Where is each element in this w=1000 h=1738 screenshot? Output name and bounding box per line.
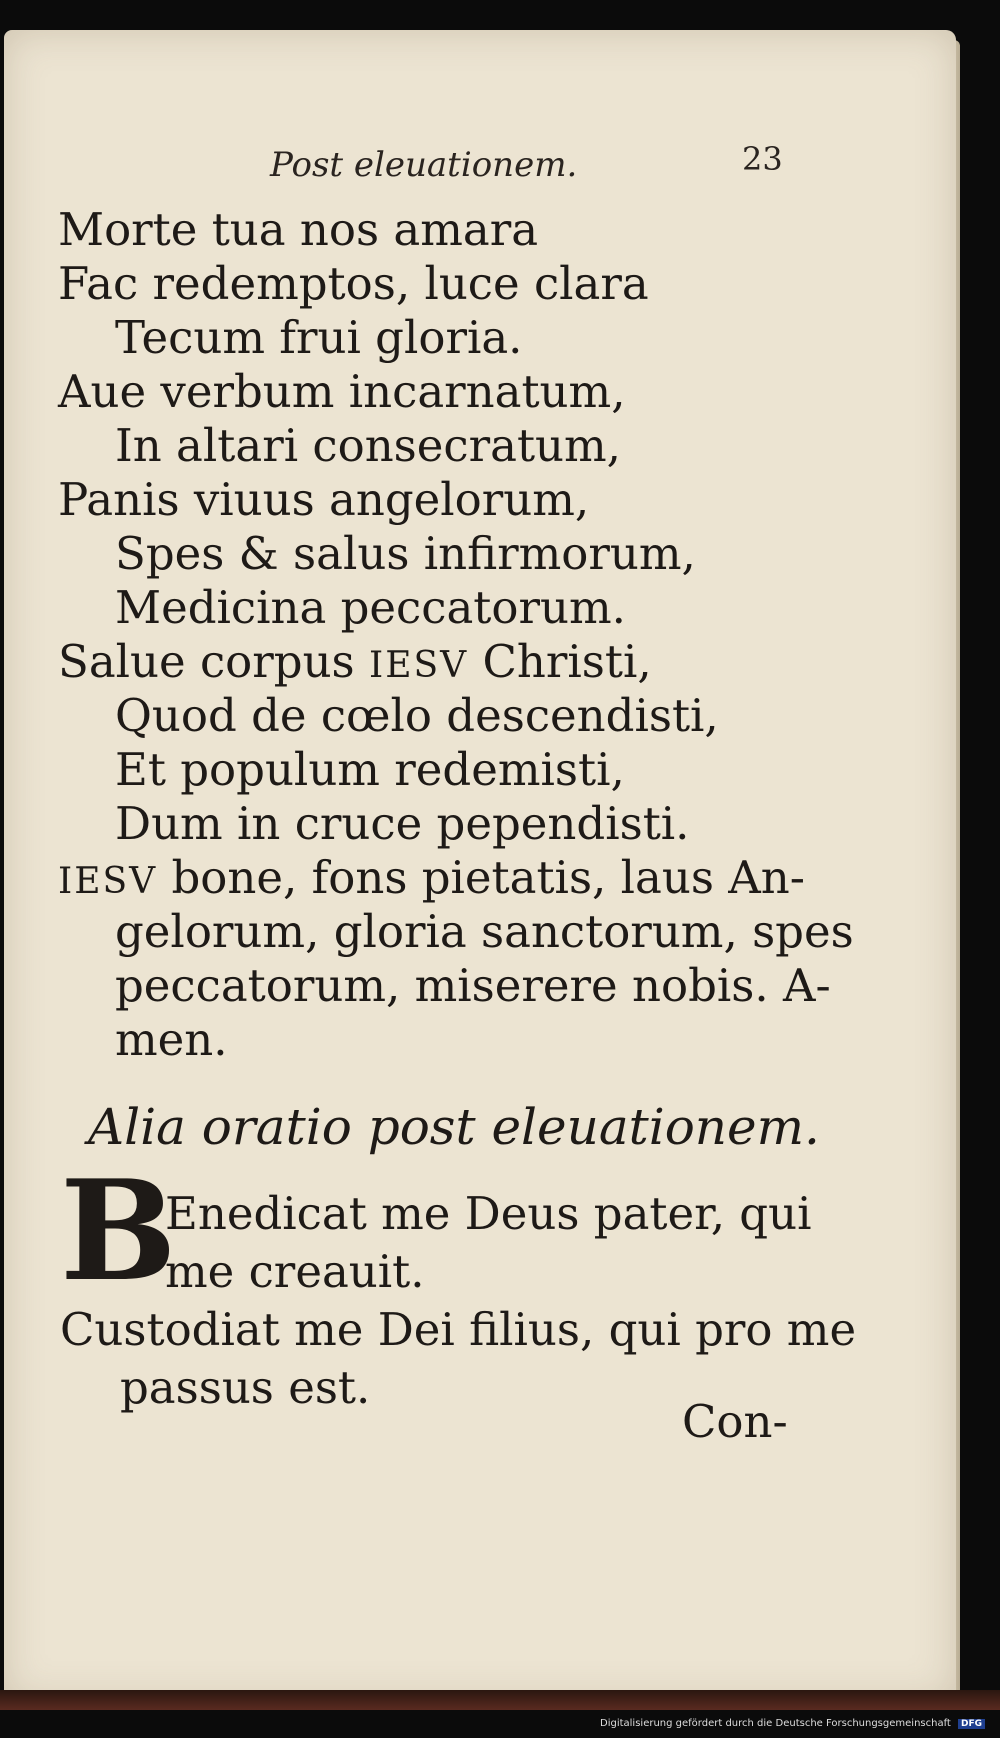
text-line bbox=[58, 635, 818, 689]
line-text: Salue corpus bbox=[58, 635, 369, 688]
line-text: Quod de cœlo descendisti, bbox=[115, 689, 719, 742]
section-heading: Alia oratio post eleuationem. bbox=[88, 1098, 820, 1156]
footer-text: Digitalisierung gefördert durch die Deutsche Forschungsgemeinschaft bbox=[600, 1718, 951, 1729]
text-line bbox=[58, 581, 818, 635]
text-line: me creauit. bbox=[165, 1245, 425, 1298]
text-line: passus est. bbox=[120, 1361, 371, 1414]
text-line bbox=[58, 743, 818, 797]
line-text: gelorum, gloria sanctorum, spes bbox=[115, 905, 854, 958]
small-caps-name: IESV bbox=[368, 645, 469, 686]
verse-block bbox=[58, 203, 854, 1067]
text-line bbox=[58, 527, 818, 581]
text-line bbox=[58, 1013, 818, 1067]
line-text: Et populum redemisti, bbox=[115, 743, 625, 796]
digitization-footer bbox=[600, 1718, 985, 1729]
line-text: Panis viuus angelorum, bbox=[58, 473, 590, 526]
text-line bbox=[58, 473, 818, 527]
text-line bbox=[58, 311, 818, 365]
text-line: Custodiat me Dei filius, qui pro me bbox=[60, 1303, 857, 1356]
catchword: Con- bbox=[682, 1395, 788, 1448]
line-text: peccatorum, miserere nobis. A- bbox=[115, 959, 831, 1012]
text-line bbox=[58, 851, 818, 905]
page-number: 23 bbox=[742, 140, 783, 178]
line-text: Tecum frui gloria. bbox=[115, 311, 523, 364]
text-line bbox=[58, 419, 818, 473]
line-text: Spes & salus infirmorum, bbox=[115, 527, 696, 580]
text-line bbox=[58, 905, 854, 959]
text-line bbox=[58, 689, 818, 743]
running-head: Post eleuationem. bbox=[270, 145, 578, 185]
line-text: Fac redemptos, luce clara bbox=[58, 257, 649, 310]
line-text: Dum in cruce pependisti. bbox=[115, 797, 690, 850]
line-text: Medicina peccatorum. bbox=[115, 581, 626, 634]
line-text: bone, fons pietatis, laus An- bbox=[157, 851, 805, 904]
text-line bbox=[58, 365, 818, 419]
small-caps-name: IESV bbox=[58, 861, 158, 902]
line-text: Aue verbum incarnatum, bbox=[58, 365, 626, 418]
text-line bbox=[58, 959, 831, 1013]
prayer-paragraph bbox=[60, 1185, 857, 1417]
cover-edge bbox=[0, 1690, 1000, 1710]
line-text: men. bbox=[115, 1013, 228, 1066]
dfg-logo: DFG bbox=[958, 1719, 985, 1729]
line-text: In altari consecratum, bbox=[115, 419, 621, 472]
text-line: Enedicat me Deus pater, qui bbox=[165, 1187, 812, 1240]
text-line bbox=[58, 797, 818, 851]
text-line bbox=[58, 257, 818, 311]
drop-cap: B bbox=[60, 1149, 177, 1312]
text-line bbox=[58, 203, 818, 257]
line-text: Morte tua nos amara bbox=[58, 203, 539, 256]
line-text: Christi, bbox=[468, 635, 652, 688]
